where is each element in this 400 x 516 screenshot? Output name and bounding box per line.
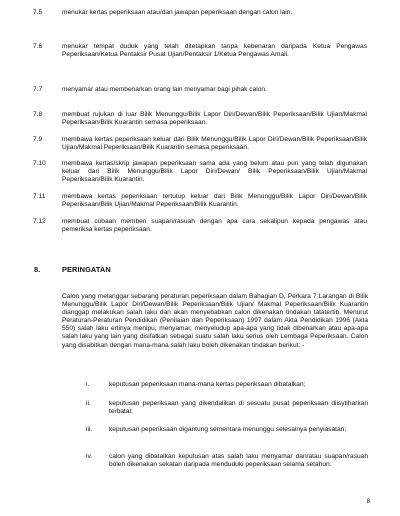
list-item-7-6	[33, 43, 367, 59]
item-text: membawa kertas peperiksaan keluar dari Bilik Menunggu/Bilik Lapor Diri/Dewan/Bilik Peperiksaan/Bilik Ujian/Makmal Peperiksaan/Bilik Kuarantin semasa peperiksaan.	[62, 136, 367, 152]
list-item-7-12	[33, 218, 367, 234]
section-heading	[34, 266, 111, 274]
item-number: 7.9	[33, 136, 43, 143]
item-number: 7.10	[33, 160, 46, 167]
list-item-7-7	[33, 86, 367, 94]
item-text: menukar tempat duduk yang telah ditetapkan tanpa kebenaran daripada Ketua Pengawas Peperiksaan/Ketua Pentaksir Pusat Ujian/Pentaksir 1/Ketua Pengawas Amali.	[62, 43, 367, 59]
sub-item-text: calon yang dibatalkan keputusan atas salah laku menyamar dan/atau suapan/rasuah boleh dikenakan sekatan daripada menduduki peperiksaan selama setahun.	[109, 453, 368, 469]
item-text: menukar kertas peperiksaan atau/dan jawapan peperiksaan dengan calon lain.	[62, 9, 293, 16]
section-number: 8.	[34, 265, 41, 274]
item-number: 7.8	[33, 111, 43, 118]
section-title: PERINGATAN	[62, 265, 111, 274]
sub-item-iii	[62, 426, 368, 434]
sub-item-text: keputusan peperiksaan yang dikendalikan di sesuatu pusat peperiksaan diisytiharkan terbatal;	[109, 400, 368, 416]
list-item-7-11	[33, 193, 367, 209]
item-text: membawa kertas peperiksaan tertutup keluar dari Bilik Menunggu/Bilik Lapor Diri/Dewan/Bilik Peperiksaan/Bilik Ujian/Makmal Peperiksaan/Bilik Kuarantin.	[62, 193, 367, 209]
item-text: membuat rujukan di luar Bilik Menunggu/Bilik Lapor Diri/Dewan/Bilik Peperiksaan/Bilik Ujian/Makmal Peperiksaan/Bilik Kuarantin semasa peperiksaan.	[62, 111, 367, 127]
sub-item-number: i.	[86, 381, 90, 388]
sub-item-text: keputusan peperiksaan digantung sementara menunggu selesainya penyiasatan;	[109, 426, 347, 433]
sub-item-iv	[62, 453, 368, 469]
body-paragraph: Calon yang melanggar sebarang peraturan peperiksaan dalam Bahagian D, Perkara 7 Larangan di Bilik Menunggu/Bilik Lapor Diri/Dewan/Bilik Peperiksaan/Bilik Ujian/ Makmal Peperiksaan/Bilik Kuarantin dianggap melakukan salah laku dan akan menyebabkan calon dikenakan tindakan tatatertib. Menurut Peraturan-Peraturan Pendidikan (Penilaian dan Peperiksaan) 1997 dalam Akta Pendidikan 1996 (Akta 550) salah laku ertinya menipu, menyamar, menyeludup apa-apa yang tidak dibenarkan atau apa-apa salah laku yang lain yang disifatkan sebagai suatu salah laku serius oleh Lembaga Peperiksaan. Calon yang disabitkan dengan mana-mana salah laku boleh dikenakan tindakan berikut: -	[62, 293, 368, 349]
item-text: membawa kertas/skrip jawapan peperiksaan sama ada yang belum atau pun yang telah digunakan keluar dari Bilik Menunggu/Bilik Lapor Diri/Dewan/ Bilik Peperiksaan/Bilik Ujian/Makmal Peperiksaan/Bilik Kuarantin.	[62, 160, 367, 184]
list-item-7-10	[33, 160, 367, 184]
sub-item-i	[62, 381, 368, 389]
item-text: menyamar atau membenarkan orang lain menyamar bagi pihak calon.	[62, 86, 267, 93]
list-item-7-5	[33, 9, 367, 17]
item-number: 7.7	[33, 86, 43, 93]
item-text: membuat cubaan memberi suapan/rasuah dengan apa cara sekalipun kepada pengawas atau pemeriksa kertas peperiksaan.	[62, 218, 367, 234]
sub-item-number: iii.	[86, 426, 93, 433]
sub-item-text: keputusan peperiksaan mana-mana kertas peperiksaan dibatalkan;	[109, 381, 306, 388]
item-number: 7.5	[33, 9, 43, 16]
list-item-7-9	[33, 136, 367, 152]
sub-item-ii	[62, 400, 368, 416]
sub-item-number: iv.	[86, 453, 93, 460]
list-item-7-8	[33, 111, 367, 127]
item-number: 7.11	[33, 193, 46, 200]
page-number: 8	[366, 498, 370, 505]
item-number: 7.12	[33, 218, 46, 225]
item-number: 7.6	[33, 43, 43, 50]
sub-item-number: ii.	[86, 400, 91, 407]
